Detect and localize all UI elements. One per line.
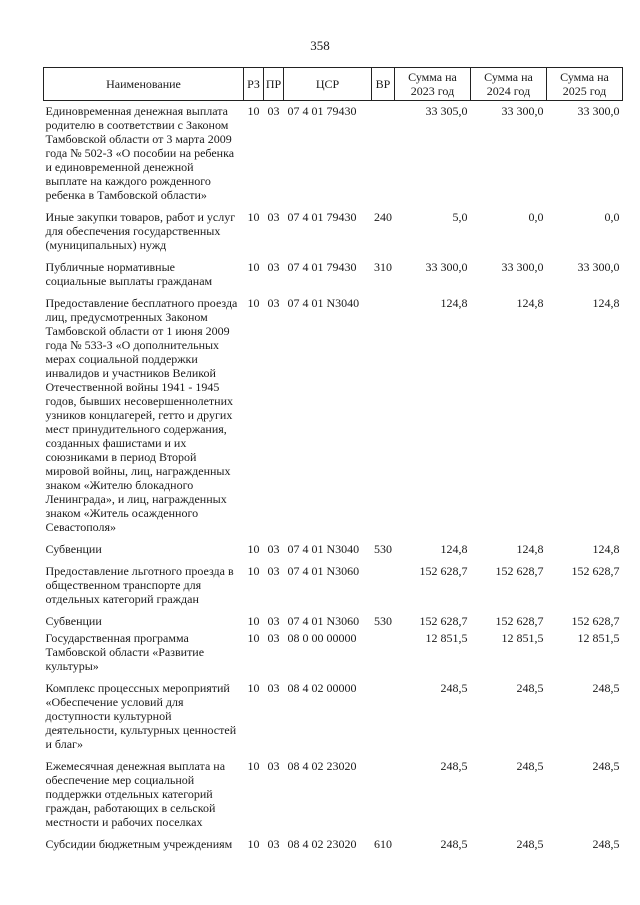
- row-rz: 10: [247, 296, 260, 310]
- row-csr: 08 4 02 23020: [287, 759, 357, 773]
- row-sum-2024: 12 851,5: [501, 631, 544, 645]
- row-name: Публичные нормативные социальные выплаты гражданам: [45, 260, 213, 288]
- row-name: Единовременная денежная выплата родителю в соответствии с Законом Тамбовской области от 3 марта 2009 года № 502-З «О пособии на ребенка и единовременной денежной выплате на каждого рожденного ребенка в Тамбовской области»: [45, 104, 235, 202]
- row-sum-2025: 0,0: [604, 210, 620, 224]
- table-body: [44, 101, 623, 852]
- row-sum-2023: 5,0: [452, 210, 468, 224]
- row-name: Предоставление льготного проезда в общественном транспорте для отдельных категорий граждан: [45, 564, 234, 606]
- budget-table: [43, 67, 623, 851]
- row-pr: 03: [267, 837, 280, 851]
- header-name: Наименование: [44, 68, 244, 101]
- row-sum-2024: 248,5: [516, 837, 544, 851]
- header-sum-2023: Сумма на 2023 год: [395, 68, 471, 101]
- row-csr: 07 4 01 79430: [287, 210, 357, 224]
- table-row: [44, 829, 623, 851]
- row-vr: 610: [374, 837, 392, 851]
- row-rz: 10: [247, 614, 260, 628]
- row-csr: 07 4 01 79430: [287, 260, 357, 274]
- row-sum-2025: 152 628,7: [571, 614, 620, 628]
- table-row: [44, 628, 623, 673]
- table-row: [44, 751, 623, 829]
- row-sum-2023: 33 305,0: [425, 104, 468, 118]
- row-pr: 03: [267, 210, 280, 224]
- row-name: Субсидии бюджетным учреждениям: [45, 837, 233, 851]
- table-row: [44, 606, 623, 628]
- row-csr: 07 4 01 79430: [287, 104, 357, 118]
- row-rz: 10: [247, 759, 260, 773]
- row-csr: 07 4 01 N3060: [287, 564, 360, 578]
- row-sum-2023: 12 851,5: [425, 631, 468, 645]
- row-pr: 03: [267, 564, 280, 578]
- row-rz: 10: [247, 681, 260, 695]
- row-vr: 530: [374, 614, 392, 628]
- row-name: Комплекс процессных мероприятий «Обеспечение условий для доступности культурной деятельности, культурных ценностей и благ»: [45, 681, 237, 751]
- table-row: [44, 288, 623, 534]
- row-sum-2023: 248,5: [440, 681, 468, 695]
- row-sum-2023: 152 628,7: [419, 564, 468, 578]
- row-csr: 07 4 01 N3040: [287, 296, 360, 310]
- row-sum-2024: 124,8: [516, 296, 544, 310]
- header-sum-2024: Сумма на 2024 год: [471, 68, 547, 101]
- row-sum-2025: 33 300,0: [577, 260, 620, 274]
- table-row: [44, 534, 623, 556]
- row-name: Государственная программа Тамбовской области «Развитие культуры»: [45, 631, 205, 673]
- row-sum-2023: 33 300,0: [425, 260, 468, 274]
- row-sum-2025: 124,8: [592, 542, 620, 556]
- row-sum-2024: 33 300,0: [501, 260, 544, 274]
- table-row: [44, 252, 623, 288]
- row-pr: 03: [267, 296, 280, 310]
- row-csr: 07 4 01 N3060: [287, 614, 360, 628]
- row-sum-2025: 152 628,7: [571, 564, 620, 578]
- row-vr: 240: [374, 210, 392, 224]
- row-pr: 03: [267, 759, 280, 773]
- row-name: Иные закупки товаров, работ и услуг для обеспечения государственных (муниципальных) нужд: [45, 210, 236, 252]
- row-name: Субвенции: [45, 542, 102, 556]
- row-vr: [372, 556, 395, 606]
- row-sum-2025: 33 300,0: [577, 104, 620, 118]
- row-sum-2023: 124,8: [440, 296, 468, 310]
- row-vr: [372, 101, 395, 203]
- header-rz: РЗ: [244, 68, 264, 101]
- row-name: Ежемесячная денежная выплата на обеспечение мер социальной поддержки отдельных категорий граждан, работающих в сельской местности и рабочих поселках: [45, 759, 226, 829]
- row-sum-2025: 248,5: [592, 681, 620, 695]
- table-row: [44, 556, 623, 606]
- row-vr: 530: [374, 542, 392, 556]
- row-sum-2023: 124,8: [440, 542, 468, 556]
- header-pr: ПР: [264, 68, 284, 101]
- row-sum-2024: 248,5: [516, 759, 544, 773]
- table-row: [44, 101, 623, 203]
- row-rz: 10: [247, 837, 260, 851]
- row-pr: 03: [267, 542, 280, 556]
- row-pr: 03: [267, 631, 280, 645]
- table-row: [44, 202, 623, 252]
- header-vr: ВР: [372, 68, 395, 101]
- row-vr: [372, 751, 395, 829]
- row-name: Предоставление бесплатного проезда лиц, предусмотренных Законом Тамбовской области от 1 июня 2009 года № 533-З «О дополнительных мерах социальной поддержки инвалидов и участников Великой Отечественной войны 1941 - 1945 годов, бывших несовершеннолетних узников концлагерей, гетто и других мест принудительного содержания, созданных фашистами и их союзниками в период Второй мировой войны, лиц, награжденных знаком «Жителю блокадного Ленинграда», и лиц, награжденных знаком «Житель осажденного Севастополя»: [45, 296, 238, 534]
- header-csr: ЦСР: [284, 68, 372, 101]
- row-rz: 10: [247, 260, 260, 274]
- row-sum-2024: 0,0: [528, 210, 544, 224]
- row-sum-2024: 33 300,0: [501, 104, 544, 118]
- row-pr: 03: [267, 681, 280, 695]
- row-sum-2023: 248,5: [440, 759, 468, 773]
- row-sum-2024: 248,5: [516, 681, 544, 695]
- header-sum-2025: Сумма на 2025 год: [547, 68, 623, 101]
- row-rz: 10: [247, 631, 260, 645]
- table-row: [44, 673, 623, 751]
- row-rz: 10: [247, 564, 260, 578]
- row-vr: [372, 628, 395, 673]
- row-vr: [372, 288, 395, 534]
- row-sum-2023: 152 628,7: [419, 614, 468, 628]
- row-pr: 03: [267, 260, 280, 274]
- row-csr: 08 4 02 23020: [287, 837, 357, 851]
- row-vr: 310: [374, 260, 392, 274]
- row-rz: 10: [247, 542, 260, 556]
- row-sum-2023: 248,5: [440, 837, 468, 851]
- row-csr: 07 4 01 N3040: [287, 542, 360, 556]
- row-sum-2024: 152 628,7: [495, 564, 544, 578]
- table-header-row: [44, 68, 623, 101]
- row-sum-2024: 152 628,7: [495, 614, 544, 628]
- row-sum-2025: 124,8: [592, 296, 620, 310]
- row-rz: 10: [247, 104, 260, 118]
- row-name: Субвенции: [45, 614, 102, 628]
- row-csr: 08 4 02 00000: [287, 681, 357, 695]
- row-pr: 03: [267, 104, 280, 118]
- row-rz: 10: [247, 210, 260, 224]
- row-pr: 03: [267, 614, 280, 628]
- row-sum-2024: 124,8: [516, 542, 544, 556]
- page-number: 358: [310, 38, 330, 53]
- row-csr: 08 0 00 00000: [287, 631, 357, 645]
- row-sum-2025: 12 851,5: [577, 631, 620, 645]
- row-sum-2025: 248,5: [592, 759, 620, 773]
- row-sum-2025: 248,5: [592, 837, 620, 851]
- row-vr: [372, 673, 395, 751]
